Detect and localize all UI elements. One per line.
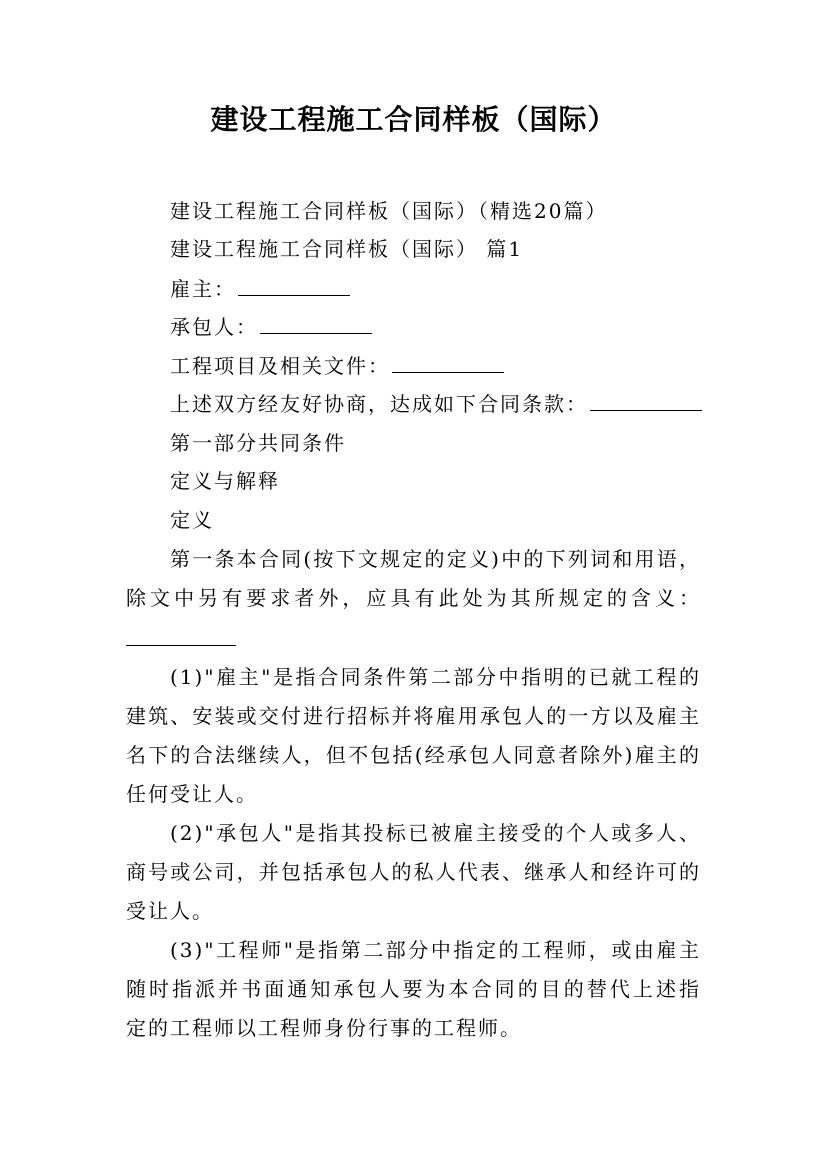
document-subtitle: 建设工程施工合同样板（国际）（精选20篇） <box>170 199 608 223</box>
article-one-line-1: 第一条本合同(按下文规定的定义)中的下列词和用语， <box>170 547 701 571</box>
definition-label: 定义 <box>170 508 214 532</box>
contractor-blank <box>260 333 372 334</box>
item-1-line-2: 建筑、安装或交付进行招标并将雇用承包人的一方以及雇主 <box>126 704 701 728</box>
part-one-heading: 第一部分共同条件 <box>170 431 346 455</box>
contractor-line <box>170 308 372 346</box>
item-2-line-1: (2)"承包人"是指其投标已被雇主接受的个人或多人、 <box>170 821 701 845</box>
item-1-line-1: (1)"雇主"是指合同条件第二部分中指明的已就工程的 <box>170 665 701 689</box>
agreement-intro: 上述双方经友好协商，达成如下合同条款： <box>170 392 588 416</box>
agreement-blank <box>590 410 702 411</box>
contractor-label: 承包人： <box>170 315 258 339</box>
item-2-line-2: 商号或公司，并包括承包人的私人代表、继承人和经许可的 <box>126 860 701 884</box>
article-one-line-2: 除文中另有要求者外，应具有此处为其所规定的含义： <box>126 586 701 610</box>
project-line <box>170 347 504 385</box>
item-1-line-4: 任何受让人。 <box>126 782 258 806</box>
article-one-blank <box>126 645 236 646</box>
employer-label: 雇主： <box>170 277 236 301</box>
section-heading: 建设工程施工合同样板（国际） 篇1 <box>170 237 524 261</box>
employer-blank <box>238 295 350 296</box>
item-3-line-3: 定的工程师以工程师身份行事的工程师。 <box>126 1016 522 1040</box>
document-title: 建设工程施工合同样板（国际） <box>210 103 617 136</box>
item-2-line-3: 受让人。 <box>126 899 214 923</box>
item-3-line-2: 随时指派并书面通知承包人要为本合同的目的替代上述指 <box>126 977 701 1001</box>
definitions-heading: 定义与解释 <box>170 469 280 493</box>
project-blank <box>392 372 504 373</box>
employer-line <box>170 270 350 308</box>
agreement-intro-line <box>170 385 702 423</box>
item-1-line-3: 名下的合法继续人，但不包括(经承包人同意者除外)雇主的 <box>126 743 701 767</box>
project-label: 工程项目及相关文件： <box>170 354 390 378</box>
item-3-line-1: (3)"工程师"是指第二部分中指定的工程师，或由雇主 <box>170 938 701 962</box>
